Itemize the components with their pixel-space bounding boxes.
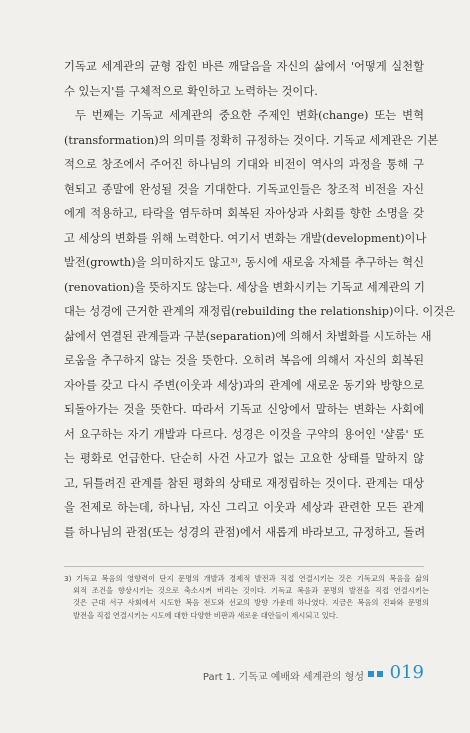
page-footer (202, 662, 434, 684)
square-bullet-icon (368, 671, 374, 677)
body-line: 현되고 종말에 완성될 것을 기대한다. 기독교인들은 창조적 비전을 자신 (64, 182, 424, 196)
body-line: 적으로 창조에서 주어진 하나님의 기대와 비전이 역사의 과정을 통해 구 (64, 158, 424, 171)
body-line-paragraph-start: 두 번째는 기독교 세계관의 중요한 주제인 변화(change) 또는 변혁 (75, 109, 424, 122)
footnote-line: 것은 근대 서구 사회에서 시도한 복음 전도와 선교의 방향 가운데 하나였다. 지금은 복음의 진파와 문명의 (73, 598, 429, 608)
body-line: 는 평화로 언급한다. 단순히 사건 사고가 없는 고요한 상태를 말하지 않 (64, 452, 424, 465)
footnote-line: 발전을 직접 연결시키는 시도에 대한 다양한 비판과 새로운 대안들이 제시되고 있다. (73, 610, 339, 620)
footnote-line: 외적 조건을 향상시키는 것으로 축소시켜 버리는 것이다. 기독교 복음과 문명의 발전을 직접 연결시키는 (73, 586, 429, 596)
body-line: 고 세상의 변화를 위해 노력한다. 여기서 변화는 개발(development)이나 (64, 231, 427, 245)
body-line: 발전(growth)을 의미하지도 않고³⁾, 동시에 새로움 자체를 추구하는 혁신 (64, 256, 424, 269)
body-line: 삶에서 연결된 관계들과 구분(separation)에 의해서 차별화를 시도하는 새 (64, 329, 432, 343)
body-line: 을 전제로 하는데, 하나님, 자신 그리고 이웃과 세상과 관련한 모든 관계 (64, 501, 424, 514)
body-line: (renovation)을 뜻하지도 않는다. 세상을 변화시키는 기독교 세계관의 기 (64, 280, 425, 294)
body-line: 자아를 갖고 다시 주변(이웃과 세상)과의 관계에 새로운 동기와 방향으로 (64, 378, 424, 392)
body-text (64, 55, 456, 545)
body-line: 로움을 추구하지 않는 것을 뜻한다. 오히려 복음에 의해서 자신의 회복된 (64, 354, 424, 367)
footnote-divider (64, 566, 424, 567)
body-line: 기독교 세계관의 균형 잡힌 바른 깨달음을 자신의 삶에서 '어떻게 실천할 (64, 60, 424, 73)
running-title: Part 1. 기독교 예배와 세계관의 형성 (202, 672, 364, 683)
page-number: 019 (389, 662, 424, 683)
body-line: 에게 적용하고, 타락을 염두하며 회복된 자아상과 사회를 향한 소명을 갖 (64, 207, 424, 220)
body-line: 되돌아가는 것을 뜻한다. 따라서 기독교 신앙에서 말하는 변화는 사회에 (64, 403, 424, 416)
body-line: 고, 뒤틀려진 관계를 참된 평화의 상태로 재정립하는 것이다. 관계는 대상 (64, 476, 424, 490)
body-line: 대는 성경에 근거한 관계의 재정립(rebuilding the relationship)이다. 이것은 (64, 305, 456, 318)
square-bullet-icon (377, 671, 383, 677)
body-line: 수 있는지'를 구체적으로 확인하고 노력하는 것이다. (64, 84, 318, 98)
footnote (64, 573, 429, 622)
body-line: 를 하나님의 관점(또는 성경의 관점)에서 새롭게 바라보고, 규정하고, 돌려 (64, 525, 426, 539)
body-line: (transformation)의 의미를 정확히 규정하는 것이다. 기독교 세계관은 기본 (64, 133, 439, 147)
body-line: 서 요구하는 자기 개발과 다르다. 성경은 이것을 구약의 용어인 '샬롬' 또 (64, 427, 424, 441)
footnote-line: 3) 기독교 복음의 영향력이 단지 문명의 개발과 경제적 발전과 직접 연결시키는 것은 기독교의 복음을 삶의 (64, 574, 429, 583)
